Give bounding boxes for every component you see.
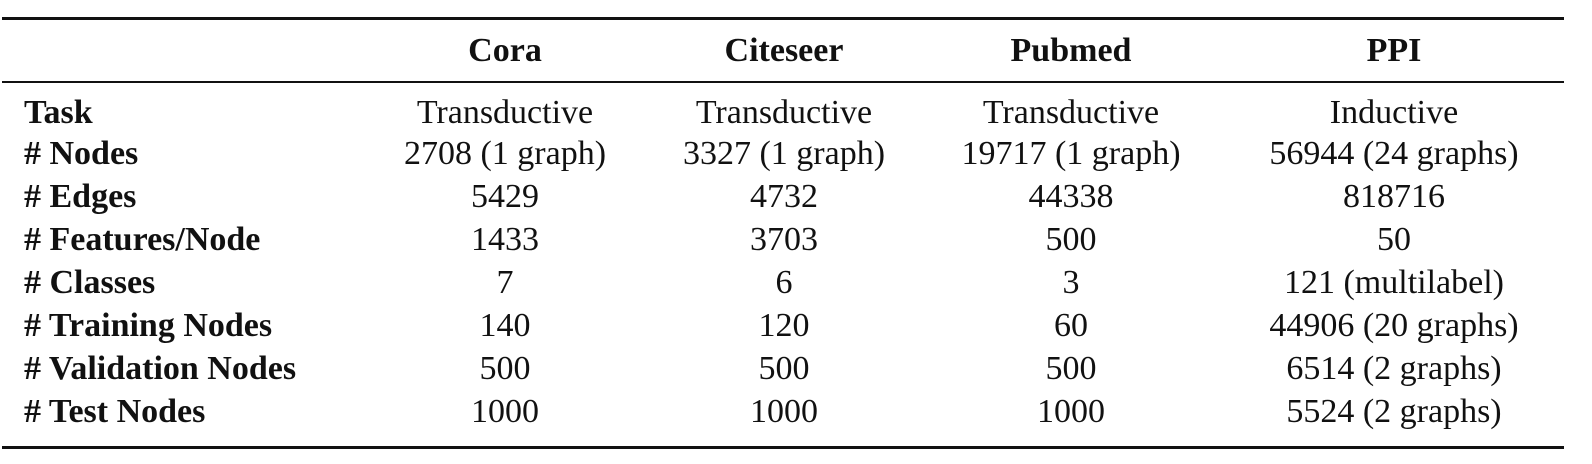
cell-cora: 500 (479, 349, 531, 387)
cell-ppi: 56944 (24 graphs) (1269, 134, 1519, 172)
cell-cora: 1433 (471, 220, 539, 258)
cell-citeseer: 3703 (750, 220, 818, 258)
cell-ppi: Inductive (1329, 94, 1459, 131)
cell-cora: 1000 (471, 392, 539, 430)
cell-citeseer: 6 (775, 263, 793, 301)
cell-citeseer: Transductive (695, 94, 873, 131)
row-label-test-nodes: # Test Nodes (24, 392, 206, 430)
cell-ppi: 121 (multilabel) (1283, 263, 1504, 301)
table-row (2, 261, 1564, 304)
dataset-statistics-table (2, 20, 1564, 433)
cell-cora: 7 (496, 263, 514, 301)
table-row (2, 175, 1564, 218)
cell-ppi: 50 (1377, 220, 1411, 258)
table-row (2, 218, 1564, 261)
cell-citeseer: 4732 (750, 177, 818, 215)
row-label-features-per-node: # Features/Node (24, 220, 261, 258)
cell-cora: 5429 (471, 177, 539, 215)
cell-ppi: 5524 (2 graphs) (1286, 392, 1502, 430)
cell-citeseer: 3327 (1 graph) (682, 134, 886, 172)
row-label-edges: # Edges (24, 177, 137, 215)
column-header-citeseer: Citeseer (724, 32, 844, 69)
cell-citeseer: 1000 (750, 392, 818, 430)
cell-pubmed: 500 (1045, 220, 1097, 258)
cell-pubmed: 60 (1054, 306, 1088, 344)
cell-pubmed: 44338 (1028, 177, 1114, 215)
cell-citeseer: 120 (758, 306, 810, 344)
row-label-task: Task (24, 94, 93, 131)
column-header-cora: Cora (468, 32, 542, 69)
cell-cora: 140 (479, 306, 531, 344)
cell-ppi: 44906 (20 graphs) (1269, 306, 1519, 344)
column-header-empty (2, 20, 360, 82)
column-header-pubmed: Pubmed (1010, 32, 1132, 69)
cell-citeseer: 500 (758, 349, 810, 387)
table-row (2, 347, 1564, 390)
cell-pubmed: Transductive (982, 94, 1160, 131)
table-row (2, 304, 1564, 347)
cell-pubmed: 1000 (1037, 392, 1105, 430)
row-label-validation-nodes: # Validation Nodes (24, 349, 297, 387)
cell-ppi: 6514 (2 graphs) (1286, 349, 1502, 387)
cell-cora: 2708 (1 graph) (403, 134, 607, 172)
cell-pubmed: 500 (1045, 349, 1097, 387)
column-header-ppi: PPI (1366, 32, 1422, 69)
row-label-nodes: # Nodes (24, 134, 139, 172)
row-label-classes: # Classes (24, 263, 156, 301)
cell-pubmed: 3 (1062, 263, 1080, 301)
row-label-training-nodes: # Training Nodes (24, 306, 273, 344)
cell-pubmed: 19717 (1 graph) (961, 134, 1181, 172)
cell-ppi: 818716 (1343, 177, 1445, 215)
table-row (2, 132, 1564, 175)
cell-cora: Transductive (416, 94, 594, 131)
table-row (2, 82, 1564, 132)
table-bottom-rule (2, 446, 1564, 449)
table-header-row (2, 20, 1564, 82)
table-row (2, 390, 1564, 433)
